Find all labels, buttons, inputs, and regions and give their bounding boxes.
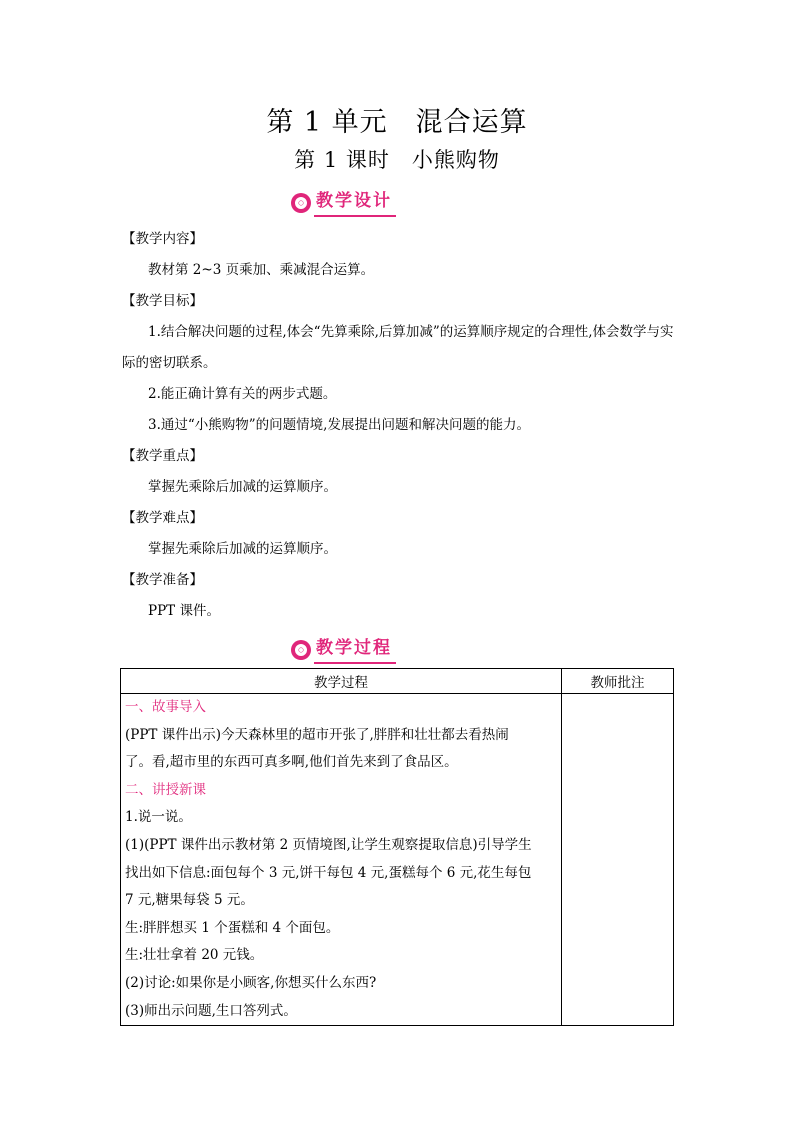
difficulty-heading: 【教学难点】 (122, 510, 203, 526)
flower-logo-icon (291, 640, 311, 660)
lesson-content (122, 224, 682, 627)
notes-cell (562, 694, 674, 1026)
goal-item: 1.结合解决问题的过程,体会“先算乘除,后算加减”的运算顺序规定的合理性,体会数学与实际的密切联系。 (122, 324, 674, 371)
goal-item: 3.通过“小熊购物”的问题情境,发展提出问题和解决问题的能力。 (148, 417, 530, 433)
banner-teaching-design (291, 189, 396, 217)
table-row (121, 694, 674, 1026)
process-table (120, 668, 674, 1026)
content-heading: 【教学内容】 (122, 231, 203, 247)
table-header-row (121, 669, 674, 694)
key-text: 掌握先乘除后加减的运算顺序。 (148, 479, 337, 495)
unit-title: 第 1 单元 混合运算 (266, 107, 528, 138)
banner-process-label: 教学过程 (314, 637, 396, 664)
process-cell (121, 694, 562, 1026)
process-column-header: 教学过程 (121, 669, 562, 694)
process-line: 生:壮壮拿着 20 元钱。 (125, 947, 264, 964)
goal-item: 2.能正确计算有关的两步式题。 (148, 386, 337, 402)
banner-design-label: 教学设计 (314, 190, 396, 217)
process-line: (1)(PPT 课件出示教材第 2 页情境图,让学生观察提取信息)引导学生 (125, 836, 532, 853)
key-heading: 【教学重点】 (122, 448, 203, 464)
content-text: 教材第 2~3 页乘加、乘减混合运算。 (148, 262, 375, 278)
process-line: 了。看,超市里的东西可真多啊,他们首先来到了食品区。 (125, 754, 458, 771)
process-line: (3)师出示问题,生口答列式。 (125, 1002, 297, 1019)
lesson-title: 第 1 课时 小熊购物 (294, 148, 500, 172)
banner-teaching-process (291, 636, 396, 664)
prep-text: PPT 课件。 (148, 603, 220, 619)
process-line: (2)讨论:如果你是小顾客,你想买什么东西? (125, 974, 377, 991)
notes-column-header: 教师批注 (562, 669, 674, 694)
process-line: 1.说一说。 (125, 809, 192, 826)
flower-logo-icon (291, 193, 311, 213)
prep-heading: 【教学准备】 (122, 572, 203, 588)
process-line: 找出如下信息:面包每个 3 元,饼干每包 4 元,蛋糕每个 6 元,花生每包 (125, 864, 532, 881)
goals-heading: 【教学目标】 (122, 293, 203, 309)
process-section-heading: 一、故事导入 (125, 699, 206, 715)
process-line: 7 元,糖果每袋 5 元。 (125, 892, 254, 909)
process-line: 生:胖胖想买 1 个蛋糕和 4 个面包。 (125, 919, 340, 936)
process-section-heading: 二、讲授新课 (125, 781, 206, 798)
difficulty-text: 掌握先乘除后加减的运算顺序。 (148, 541, 337, 557)
process-line: (PPT 课件出示)今天森林里的超市开张了,胖胖和壮壮都去看热闹 (125, 726, 509, 743)
